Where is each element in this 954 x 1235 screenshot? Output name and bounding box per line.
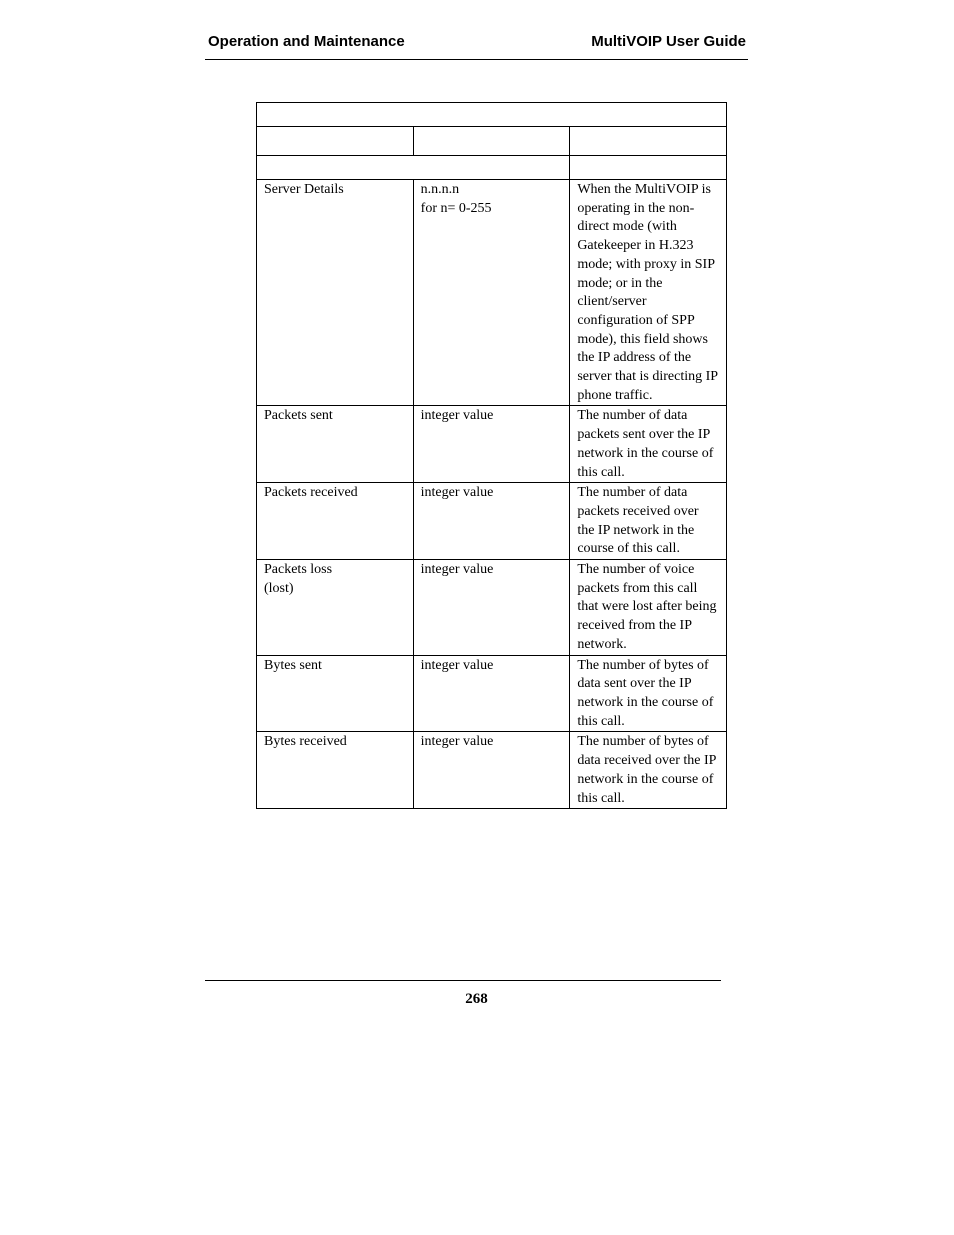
table-row xyxy=(257,732,727,809)
field-name-cell xyxy=(257,560,414,656)
table-row xyxy=(257,560,727,656)
table-title-cell xyxy=(257,103,727,127)
description-cell xyxy=(570,732,727,809)
description-text: The number of data packets received over the IP network in the course of this call. xyxy=(577,485,699,557)
field-name-cell xyxy=(257,655,414,732)
field-name: Bytes sent xyxy=(264,657,322,673)
field-name-cell xyxy=(257,483,414,560)
field-name: (lost) xyxy=(264,580,294,596)
guide-title: MultiVOIP User Guide xyxy=(591,33,746,50)
value-text: n.n.n.n xyxy=(420,182,460,197)
field-name-cell xyxy=(257,406,414,483)
value-text: integer value xyxy=(420,562,494,578)
page-number: 268 xyxy=(465,991,488,1007)
description-text: When the MultiVOIP is operating in the non-direct mode (with Gatekeeper in H.323 mode; with proxy in SIP mode; or in the client/server configuration of SPP mode), this field shows the IP address of the server that is directing IP phone traffic. xyxy=(577,182,718,403)
values-cell xyxy=(413,655,570,732)
header-cell-description xyxy=(570,127,727,156)
table-subheader-row xyxy=(257,156,727,180)
table-row xyxy=(257,655,727,732)
description-cell xyxy=(570,655,727,732)
table-row xyxy=(257,406,727,483)
field-name-cell xyxy=(257,732,414,809)
table-header-row xyxy=(257,127,727,156)
description-cell xyxy=(570,180,727,406)
header-cell-values xyxy=(413,127,570,156)
description-cell xyxy=(570,560,727,656)
description-text: The number of data packets sent over the IP network in the course of this call. xyxy=(577,408,714,480)
table-row xyxy=(257,483,727,560)
field-name: Packets received xyxy=(264,485,358,501)
values-cell xyxy=(413,560,570,656)
subheader-cell-right xyxy=(570,156,727,180)
table-title-row xyxy=(257,103,727,127)
description-text: The number of bytes of data sent over the IP network in the course of this call. xyxy=(577,657,714,729)
table-row xyxy=(257,180,727,406)
page-header xyxy=(205,33,748,60)
values-cell xyxy=(413,483,570,560)
value-text: integer value xyxy=(420,657,494,673)
value-text: for n= 0-255 xyxy=(420,200,492,216)
description-cell xyxy=(570,406,727,483)
value-text: integer value xyxy=(420,734,494,750)
values-cell xyxy=(413,406,570,483)
value-text: integer value xyxy=(420,408,494,424)
call-statistics-table xyxy=(256,102,727,809)
field-name-cell xyxy=(257,180,414,406)
description-text: The number of bytes of data received over the IP network in the course of this call. xyxy=(577,734,716,806)
description-cell xyxy=(570,483,727,560)
values-cell xyxy=(413,732,570,809)
description-text: The number of voice packets from this call that were lost after being received from the IP network. xyxy=(577,562,717,652)
field-name: Server Details xyxy=(264,182,344,197)
chapter-title: Operation and Maintenance xyxy=(208,33,405,50)
field-name: Bytes received xyxy=(264,734,347,750)
header-cell-field xyxy=(257,127,414,156)
values-cell xyxy=(413,180,570,406)
value-text: integer value xyxy=(420,485,494,501)
subheader-cell-left xyxy=(257,156,570,180)
footer-rule xyxy=(205,980,721,981)
field-name: Packets loss xyxy=(264,562,333,578)
field-name: Packets sent xyxy=(264,408,333,424)
